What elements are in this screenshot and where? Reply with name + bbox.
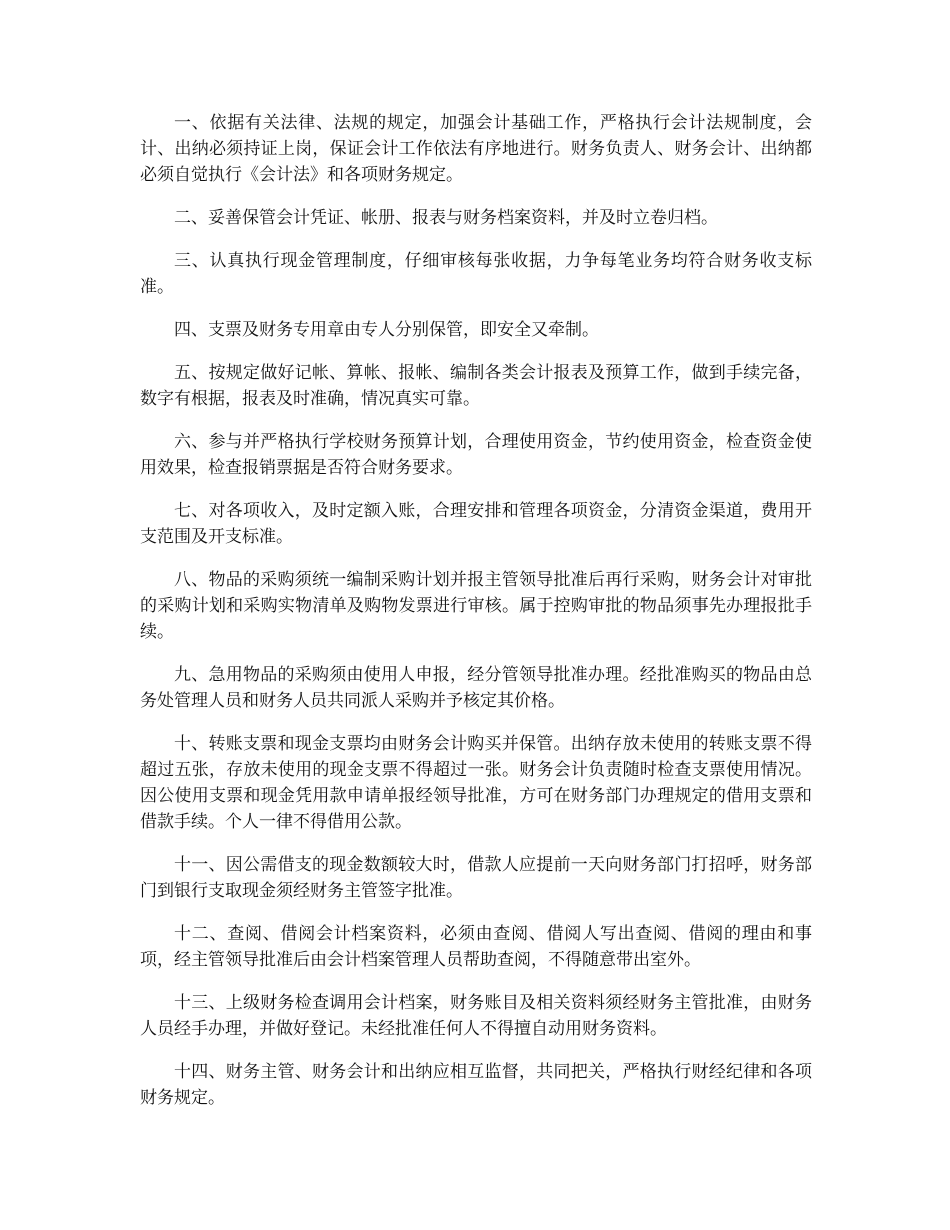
rule-paragraph-1: 一、依据有关法律、法规的规定，加强会计基础工作，严格执行会计法规制度，会计、出纳必须持证上岗，保证会计工作依法有序地进行。财务负责人、财务会计、出纳都必须自觉执行《会计法》和各项财务规定。 xyxy=(140,113,812,185)
rule-paragraph-14: 十四、财务主管、财务会计和出纳应相互监督，共同把关，严格执行财经纪律和各项财务规定。 xyxy=(140,1062,812,1108)
rule-paragraph-10: 十、转账支票和现金支票均由财务会计购买并保管。出纳存放未使用的转账支票不得超过五张，存放未使用的现金支票不得超过一张。财务会计负责随时检查支票使用情况。因公使用支票和现金凭用款申请单报经领导批准，方可在财务部门办理规定的借用支票和借款手续。个人一律不得借用公款。 xyxy=(140,734,812,832)
rule-paragraph-4: 四、支票及财务专用章由专人分别保管，即安全又牵制。 xyxy=(174,320,599,340)
rule-paragraph-8: 八、物品的采购须统一编制采购计划并报主管领导批准后再行采购，财务会计对审批的采购计划和采购实物清单及购物发票进行审核。属于控购审批的物品须事先办理报批手续。 xyxy=(140,570,812,642)
rule-paragraph-7: 七、对各项收入，及时定额入账，合理安排和管理各项资金，分清资金渠道，费用开支范围及开支标准。 xyxy=(140,501,812,547)
rule-paragraph-6: 六、参与并严格执行学校财务预算计划，合理使用资金，节约使用资金，检查资金使用效果，检查报销票据是否符合财务要求。 xyxy=(140,432,812,478)
document-body xyxy=(140,110,812,1128)
rule-paragraph-2: 二、妥善保管会计凭证、帐册、报表与财务档案资料，并及时立卷归档。 xyxy=(174,208,718,228)
rule-paragraph-9: 九、急用物品的采购须由使用人申报，经分管领导批准办理。经批准购买的物品由总务处管理人员和财务人员共同派人采购并予核定其价格。 xyxy=(140,665,812,711)
rule-paragraph-3: 三、认真执行现金管理制度，仔细审核每张收据，力争每笔业务均符合财务收支标准。 xyxy=(140,251,812,297)
rule-paragraph-12: 十二、查阅、借阅会计档案资料，必须由查阅、借阅人写出查阅、借阅的理由和事项，经主管领导批准后由会计档案管理人员帮助查阅，不得随意带出室外。 xyxy=(140,924,812,970)
rule-paragraph-5: 五、按规定做好记帐、算帐、报帐、编制各类会计报表及预算工作，做到手续完备，数字有根据，报表及时准确，情况真实可靠。 xyxy=(140,363,812,409)
rule-paragraph-13: 十三、上级财务检查调用会计档案，财务账目及相关资料须经财务主管批准，由财务人员经手办理，并做好登记。未经批准任何人不得擅自动用财务资料。 xyxy=(140,993,812,1039)
rule-paragraph-11: 十一、因公需借支的现金数额较大时，借款人应提前一天向财务部门打招呼，财务部门到银行支取现金须经财务主管签字批准。 xyxy=(140,855,812,901)
